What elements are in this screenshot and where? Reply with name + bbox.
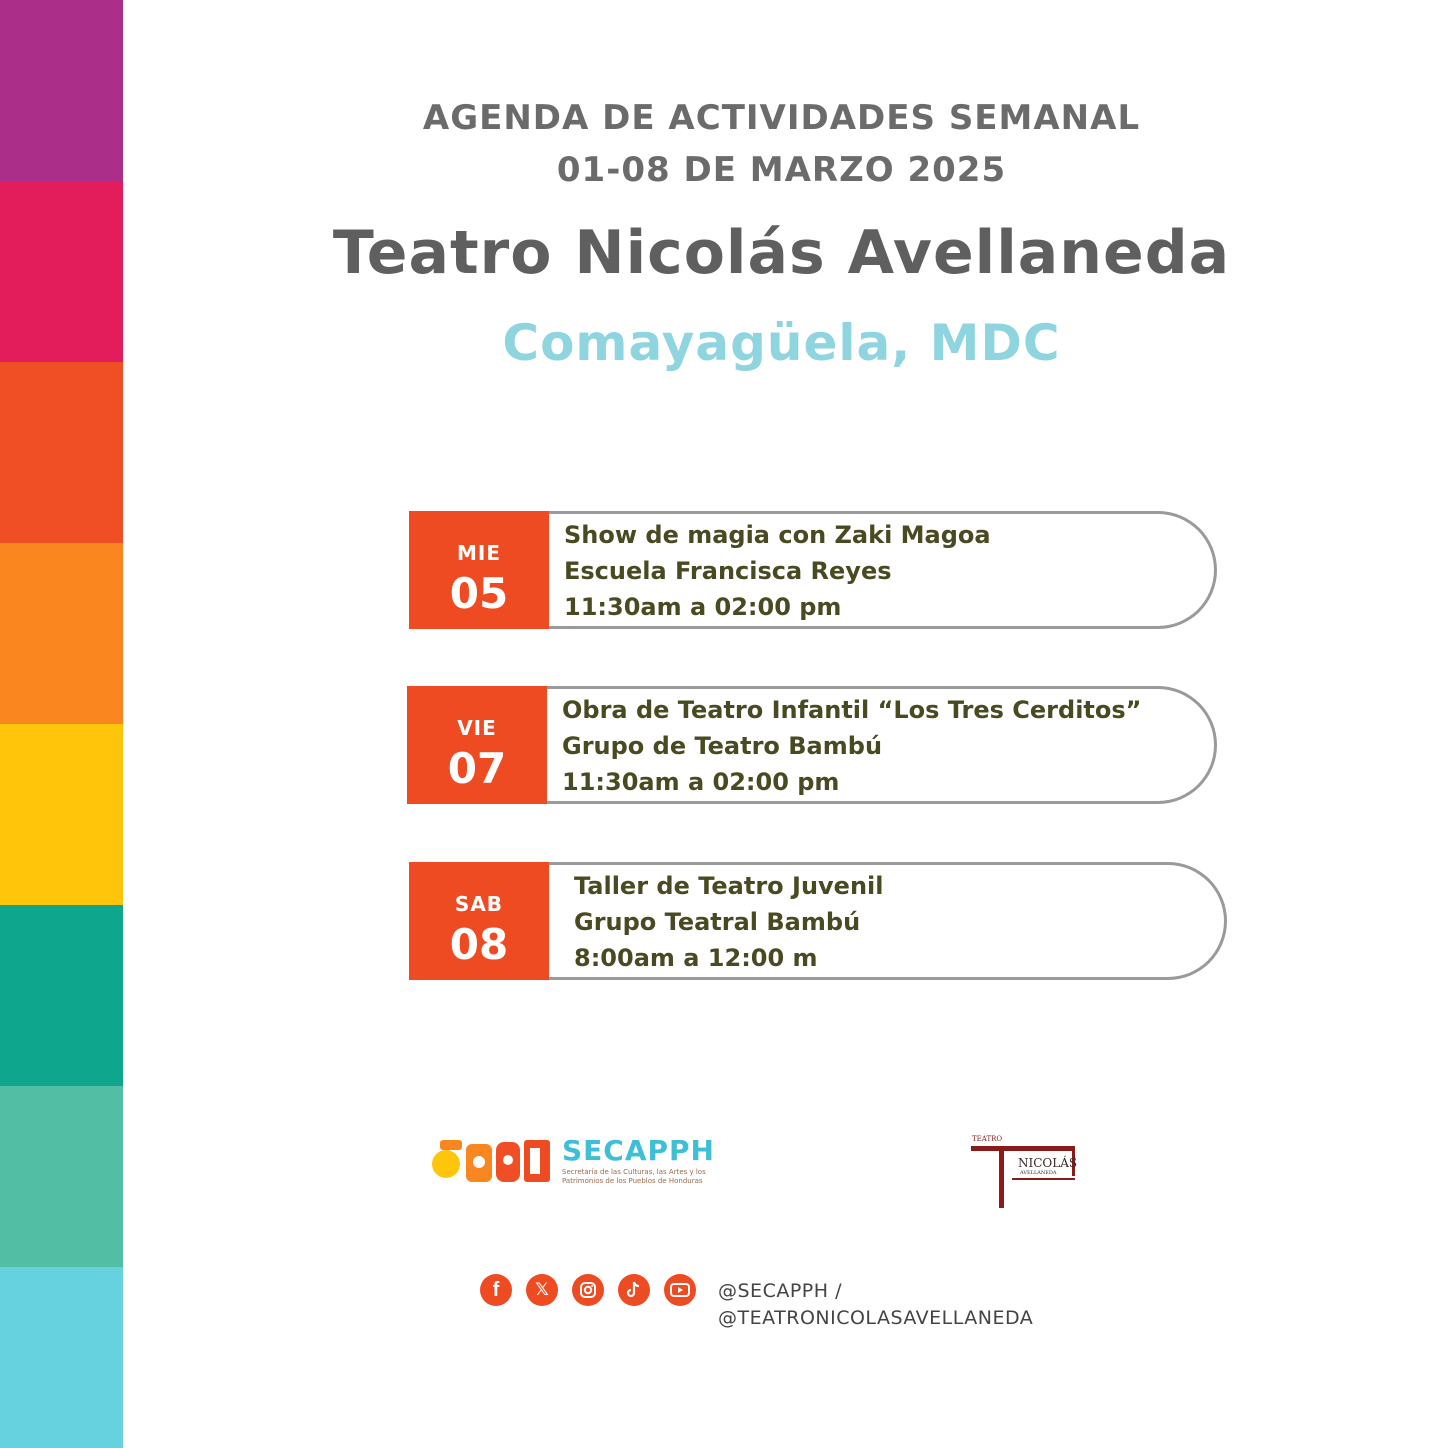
tiktok-icon[interactable] — [618, 1274, 650, 1306]
secapph-name: SECAPPH — [562, 1134, 715, 1167]
youtube-icon[interactable] — [664, 1274, 696, 1306]
event-time: 8:00am a 12:00 m — [574, 944, 818, 972]
event-title: Show de magia con Zaki Magoa — [564, 521, 991, 549]
event-title: Obra de Teatro Infantil “Los Tres Cerditos” — [562, 696, 1142, 724]
handle-teatro: @TEATRONICOLASAVELLANEDA — [718, 1307, 1034, 1329]
teatro-logo — [968, 1134, 1078, 1210]
stripe-yellow — [0, 724, 123, 905]
stripe-red-orange — [0, 362, 123, 543]
event-date-box — [409, 511, 549, 629]
event-date-box — [409, 862, 549, 980]
secapph-emblem — [430, 1134, 560, 1190]
event-card — [409, 511, 1217, 629]
event-details — [562, 692, 1141, 800]
stripe-cyan — [0, 1267, 123, 1448]
agenda-heading: AGENDA DE ACTIVIDADES SEMANAL — [422, 98, 1141, 138]
event-day: 08 — [449, 920, 509, 969]
secapph-logo — [430, 1134, 730, 1190]
social-icons — [480, 1274, 696, 1306]
handle-secapph: @SECAPPH / — [718, 1280, 842, 1302]
stripe-purple — [0, 0, 123, 181]
event-date-box — [407, 686, 547, 804]
stripe-orange — [0, 543, 123, 724]
venue-title: Teatro Nicolás Avellaneda — [332, 218, 1231, 288]
event-day: 05 — [449, 569, 509, 618]
secapph-subtitle: Secretaría de las Culturas, las Artes y los Patrimonios de los Pueblos de Honduras — [562, 1168, 706, 1185]
teatro-top-text: TEATRO — [972, 1135, 1003, 1143]
event-weekday: MIE — [456, 541, 501, 565]
x-icon[interactable]: 𝕏 — [526, 1274, 558, 1306]
date-range: 01-08 DE MARZO 2025 — [556, 150, 1007, 190]
event-card — [407, 686, 1217, 804]
stripe-magenta — [0, 181, 123, 362]
stripe-teal — [0, 905, 123, 1086]
social-handles — [718, 1278, 1033, 1332]
event-card — [409, 862, 1227, 980]
event-time: 11:30am a 02:00 pm — [564, 593, 842, 621]
facebook-icon[interactable]: f — [480, 1274, 512, 1306]
city-subtitle: Comayagüela, MDC — [502, 314, 1061, 372]
teatro-name: NICOLÁS — [1018, 1156, 1078, 1170]
instagram-icon[interactable] — [572, 1274, 604, 1306]
event-weekday: VIE — [457, 716, 497, 740]
color-stripes — [0, 0, 123, 1440]
event-details — [564, 517, 991, 625]
event-day: 07 — [447, 744, 507, 793]
teatro-sub: AVELLANEDA — [1020, 1170, 1057, 1176]
stripe-mint — [0, 1086, 123, 1267]
event-weekday: SAB — [454, 892, 504, 916]
event-title: Taller de Teatro Juvenil — [574, 872, 884, 900]
event-place: Grupo de Teatro Bambú — [562, 732, 883, 760]
event-place: Escuela Francisca Reyes — [564, 557, 892, 585]
event-time: 11:30am a 02:00 pm — [562, 768, 840, 796]
event-details — [574, 868, 884, 976]
event-place: Grupo Teatral Bambú — [574, 908, 861, 936]
